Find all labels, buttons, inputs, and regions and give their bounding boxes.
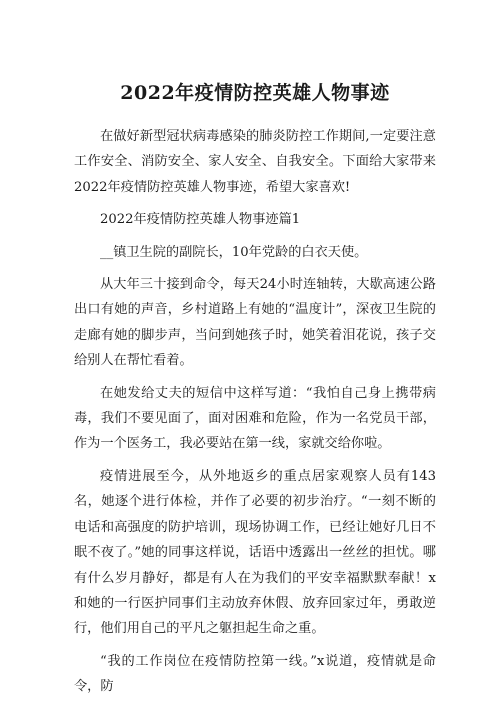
body-paragraph: 从大年三十接到命令，每天24小时连轴转，大歇高速公路出口有她的声音，乡村道路上有她的“温度计”，深夜卫生院的走廊有她的脚步声，当问到她孩子时，她笑着泪花说，孩子交给别人在帮忙看着。 [74,277,436,369]
body-paragraph: 在她发给丈夫的短信中这样写道：“我怕自己身上携带病毒，我们不要见面了，面对困难和危险，作为一名党员干部，作为一个医务工，我必要站在第一线，家就交给你啦。 [74,385,436,452]
intro-paragraph: 在做好新型冠状病毒感染的肺炎防控工作期间,一定要注意工作安全、消防安全、家人安全、自我安全。下面给大家带来2022年疫情防控英雄人物事迹，希望大家喜欢! [74,129,436,195]
body-paragraph: 疫情进展至今，从外地返乡的重点居家观察人员有143名，她逐个进行体检，并作了必要的初步治疗。“一刻不断的电话和高强度的防护培训，现场协调工作，已经让她好几日不眠不夜了。”她的同事这样说，话语中透露出一丝丝的担忧。哪有什么岁月静好，都是有人在为我们的平安幸福默默奉献！x和她的一行医护同事们主动放弃休假、放弃回家过年，勇敢逆行，他们用自己的平凡之躯担起生命之重。 [74,468,436,637]
document-body [74,124,436,700]
body-paragraph: __镇卫生院的副院长，10年党龄的白衣天使。 [100,244,368,260]
body-paragraph: “我的工作岗位在疫情防控第一线。”x说道，疫情就是命令，防 [74,653,436,695]
section-heading: 2022年疫情防控英雄人物事迹篇1 [100,212,301,228]
document-title: 2022年疫情防控英雄人物事迹 [120,82,390,104]
